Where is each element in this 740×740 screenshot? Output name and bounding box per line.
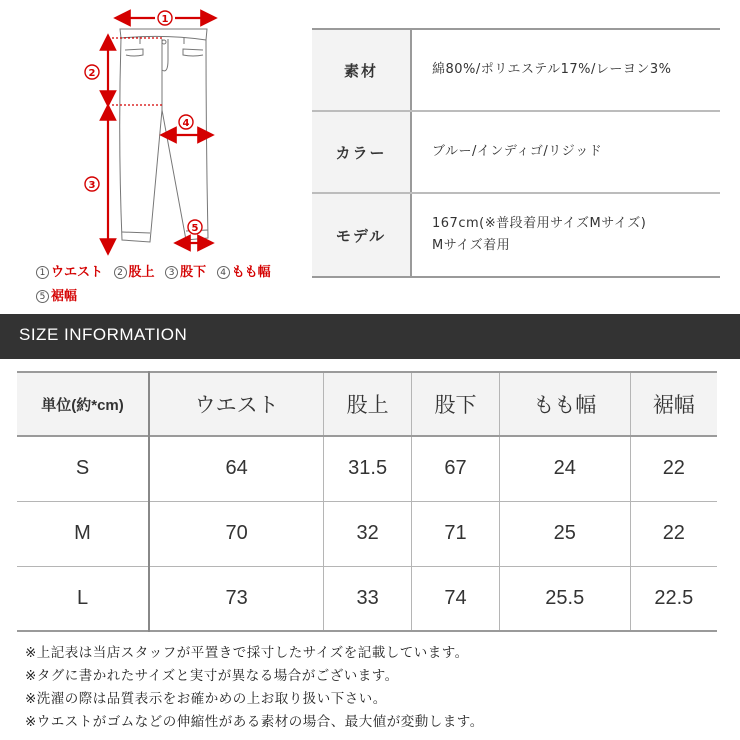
table-cell: 33	[324, 566, 412, 631]
table-cell: 24	[499, 436, 630, 501]
legend-item-rise: 2 股上	[114, 265, 155, 280]
svg-text:4: 4	[182, 118, 190, 129]
size-label: M	[74, 522, 91, 544]
legend-item-thigh: 4 もも幅	[217, 265, 271, 280]
spec-value: ブルー/インディゴ/リジッド	[432, 144, 603, 159]
note-line: ※タグに書かれたサイズと実寸が異なる場合がございます。	[25, 668, 399, 684]
header-inseam: 股下	[412, 372, 500, 436]
size-label: L	[76, 586, 89, 609]
size-notes	[25, 642, 484, 734]
spec-value: 綿80%/ポリエステル17%/レーヨン3%	[432, 62, 672, 77]
header-thigh: もも幅	[499, 372, 630, 436]
spec-row-model	[312, 194, 720, 278]
spec-label: モデル	[312, 194, 412, 276]
table-cell: 31.5	[324, 436, 412, 501]
table-cell: 32	[324, 501, 412, 566]
size-information-banner	[0, 314, 740, 359]
banner-title: SIZE INFORMATION	[19, 325, 188, 344]
table-cell: 22.5	[630, 566, 717, 631]
table-row	[17, 436, 717, 501]
legend-item-waist: 1 ウエスト	[36, 265, 103, 280]
table-cell: 25	[499, 501, 630, 566]
table-cell: 22	[630, 501, 717, 566]
svg-text:1: 1	[161, 14, 169, 25]
legend-item-hem: 5 裾幅	[36, 289, 77, 304]
note-line: ※洗濯の際は品質表示をお確かめの上お取り扱い下さい。	[25, 691, 387, 707]
table-row	[17, 566, 717, 631]
size-label: S	[75, 457, 90, 480]
header-hem: 裾幅	[630, 372, 717, 436]
spec-label: カラー	[312, 112, 412, 192]
table-row	[17, 501, 717, 566]
spec-label: 素材	[312, 30, 412, 110]
svg-text:3: 3	[88, 180, 96, 191]
pants-measurement-diagram	[0, 0, 310, 310]
svg-text:5: 5	[191, 223, 199, 234]
table-cell: 67	[412, 436, 500, 501]
table-cell: 25.5	[499, 566, 630, 631]
table-cell: 73	[149, 566, 324, 631]
product-spec-table	[312, 28, 720, 278]
legend-item-inseam: 3 股下	[165, 265, 206, 280]
table-cell: 71	[412, 501, 500, 566]
table-cell: 22	[630, 436, 717, 501]
table-cell: 74	[412, 566, 500, 631]
pants-illustration-icon	[0, 0, 310, 260]
spec-row-material	[312, 30, 720, 112]
note-line: ※上記表は当店スタッフが平置きで採寸したサイズを記載しています。	[25, 645, 469, 661]
size-table	[17, 371, 717, 632]
spec-value: 167cm(※普段着用サイズMサイズ) Mサイズ着用	[432, 216, 647, 253]
table-header-row	[17, 372, 717, 436]
table-cell: 70	[149, 501, 324, 566]
table-cell: 64	[149, 436, 324, 501]
measurement-legend	[36, 261, 306, 309]
spec-row-color	[312, 112, 720, 194]
header-rise: 股上	[324, 372, 412, 436]
header-unit: 単位(約*cm)	[17, 372, 149, 436]
note-line: ※ウエストがゴムなどの伸縮性がある素材の場合、最大値が変動します。	[25, 714, 484, 730]
svg-text:2: 2	[88, 68, 96, 79]
header-waist: ウエスト	[149, 372, 324, 436]
